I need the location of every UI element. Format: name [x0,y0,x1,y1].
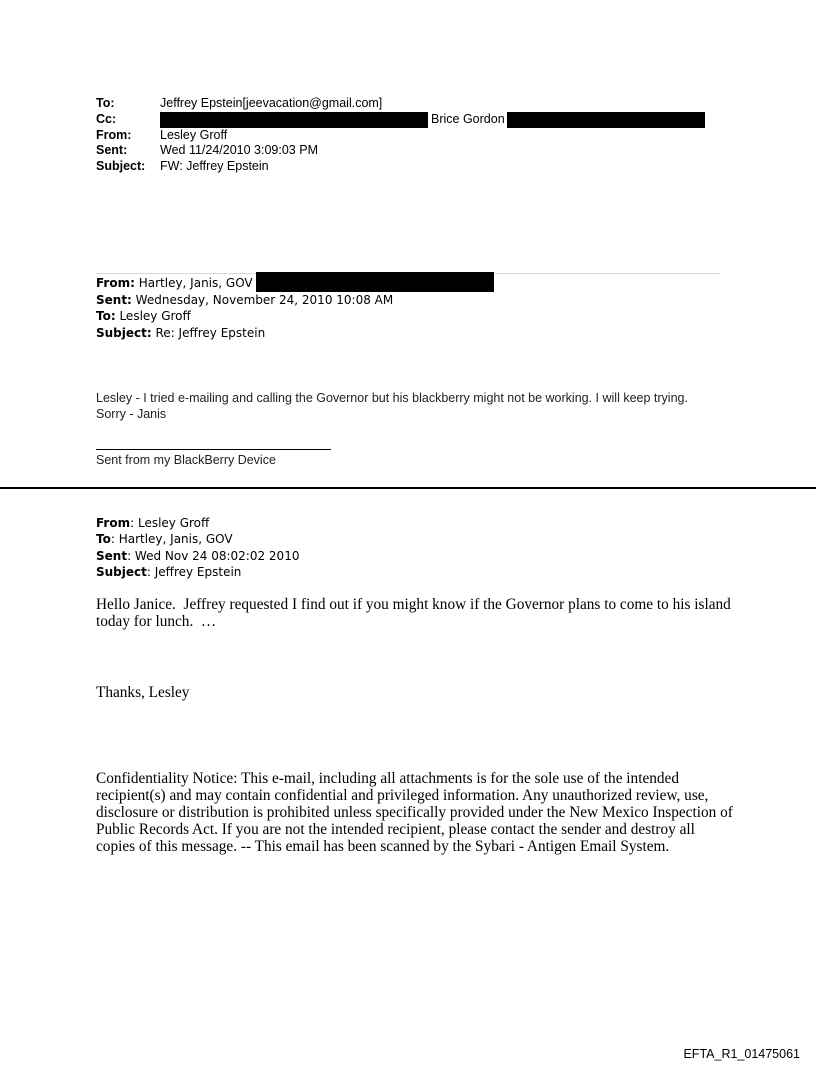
sent-row [96,143,705,159]
from-label: From: [96,127,132,142]
original-from-row [96,515,299,531]
cc-value: Brice Gordon [431,111,505,126]
reply-from-value: Hartley, Janis, GOV [134,276,257,290]
redaction-bar [160,112,428,128]
redaction-bar [507,112,705,128]
original-sent-row [96,548,299,564]
signature: Sent from my BlackBerry Device [96,453,276,467]
original-from-value: : Lesley Groff [130,516,210,530]
reply-sent-label: Sent: [96,293,132,307]
reply-subject-row [96,325,494,341]
original-to-label: To [96,532,111,547]
divider-line [0,487,816,489]
subject-value: FW: Jeffrey Epstein [160,158,269,173]
signature-line [96,449,331,450]
confidentiality-notice: Confidentiality Notice: This e-mail, including all attachments is for the sole use of the intended recipient(s) and may contain confidential and privileged information. Any unauthorized review, use, disclosure or distribution is prohibited unless specifically provided under the New Mexico Inspection of Public Records Act. If you are not the intended recipient, please contact the sender and destroy all copies of this message. -- This email has been scanned by the Sybari - Antigen Email System. [96,770,733,855]
reply-subject-value: Re: Jeffrey Epstein [151,325,266,340]
original-body: Hello Janice. Jeffrey requested I find out if you might know if the Governor plans to come to his island today for lunch. … [96,596,735,630]
reply-from-label: From: [96,276,135,290]
reply-sent-row [96,292,494,308]
from-value: Lesley Groff [160,127,228,142]
subject-label: Subject: [96,158,146,173]
to-value: Jeffrey Epstein[jeevacation@gmail.com] [160,96,383,110]
closing: Thanks, Lesley [96,684,190,701]
to-label: To: [96,96,115,110]
document-id: EFTA_R1_01475061 [683,1047,800,1061]
original-subject-row [96,564,299,580]
original-from-label: From [96,516,131,530]
reply-sent-value: Wednesday, November 24, 2010 10:08 AM [131,293,394,307]
to-row [96,96,705,112]
original-to-row [96,531,299,547]
reply-body: Lesley - I tried e-mailing and calling the Governor but his blackberry might not be working. I will keep trying. Sorry - Janis [96,391,688,421]
reply-header [96,275,494,341]
original-header [96,515,299,580]
original-to-value: : Hartley, Janis, GOV [110,532,233,547]
cc-row [96,112,705,128]
sent-label: Sent: [96,143,128,157]
original-subject-value: : Jeffrey Epstein [146,564,242,579]
subject-row [96,159,705,175]
original-sent-label: Sent [96,548,128,563]
redaction-bar [256,272,494,292]
reply-to-row [96,308,494,324]
reply-subject-label: Subject: [96,325,152,340]
reply-to-label: To: [96,309,116,324]
cc-label: Cc: [96,111,117,126]
email-header [96,96,705,174]
reply-from-row [96,275,494,292]
from-row [96,128,705,144]
original-subject-label: Subject [96,564,147,579]
original-sent-value: : Wed Nov 24 08:02:02 2010 [127,548,300,563]
reply-to-value: Lesley Groff [115,309,191,324]
sent-value: Wed 11/24/2010 3:09:03 PM [160,143,318,157]
